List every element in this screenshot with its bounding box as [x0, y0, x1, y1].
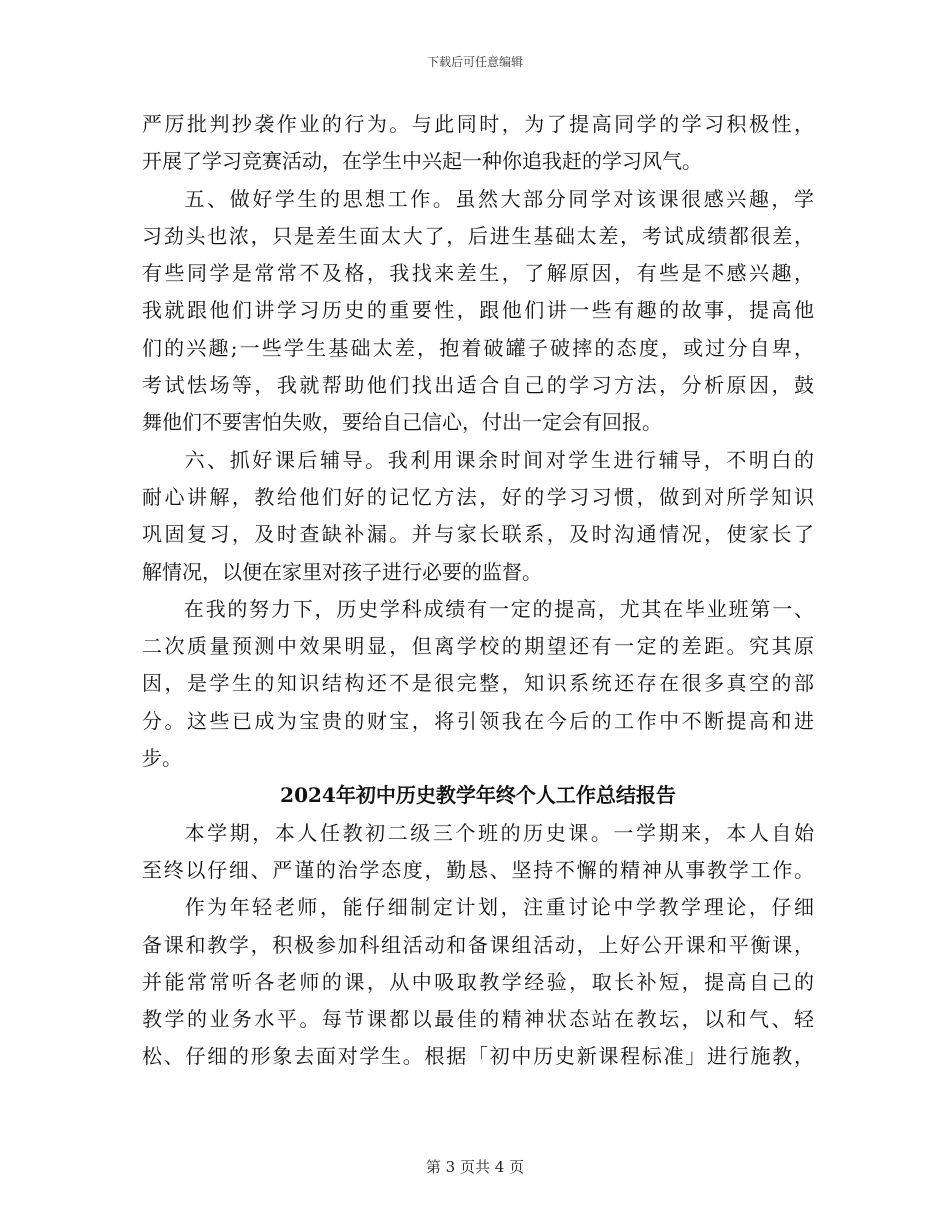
text-line: 舞他们不要害怕失败，要给自己信心，付出一定会有回报。 — [142, 410, 662, 435]
text-line: 考试怯场等，我就帮助他们找出适合自己的学习方法，分析原因，鼓 — [142, 373, 814, 398]
text-line: 二次质量预测中效果明显，但离学校的期望还有一定的差距。究其原 — [142, 634, 814, 659]
text-line: 因，是学生的知识结构还不是很完整，知识系统还存在很多真空的部 — [142, 671, 814, 696]
text-line-content: 作为年轻老师，能仔细制定计划，注重讨论中学教学理论，仔细 — [182, 895, 814, 920]
text-line-content: 五、做好学生的思想工作。虽然大部分同学对该课很感兴趣，学 — [182, 186, 814, 211]
text-line — [142, 442, 814, 479]
text-line: 教学的业务水平。每节课都以最佳的精神状态站在教坛，以和气、轻 — [142, 1007, 814, 1032]
text-line: 我就跟他们讲学习历史的重要性，跟他们讲一些有趣的故事，提高他 — [142, 298, 814, 323]
text-line: 备课和教学，积极参加科组活动和备课组活动，上好公开课和平衡课， — [142, 932, 814, 957]
text-line: 步。 — [142, 746, 182, 771]
text-line: 巩固复习，及时查缺补漏。并与家长联系，及时沟通情况，使家长了 — [142, 522, 814, 547]
text-line — [142, 591, 814, 628]
text-line: 至终以仔细、严谨的治学态度，勤恳、坚持不懈的精神从事教学工作。 — [142, 857, 814, 882]
text-line: 松、仔细的形象去面对学生。根据「初中历史新课程标准」进行施教， — [142, 1044, 814, 1069]
page-number: 第 3 页共 4 页 — [425, 1158, 525, 1176]
text-line: 解情况，以便在家里对孩子进行必要的监督。 — [142, 559, 542, 584]
text-line: 耐心讲解，教给他们好的记忆方法，好的学习习惯，做到对所学知识 — [142, 484, 814, 509]
text-line-content: 本学期，本人任教初二级三个班的历史课。一学期来，本人自始 — [182, 820, 814, 845]
text-line-content: 六、抓好课后辅导。我利用课余时间对学生进行辅导，不明白的 — [182, 447, 814, 472]
section-title: 2024年初中历史教学年终个人工作总结报告 — [280, 783, 676, 808]
text-line: 习劲头也浓，只是差生面太大了，后进生基础太差，考试成绩都很差， — [142, 223, 814, 248]
text-line — [142, 889, 814, 926]
text-line — [142, 815, 814, 852]
text-line: 开展了学习竞赛活动，在学生中兴起一种你追我赶的学习风气。 — [142, 149, 702, 174]
text-line: 并能常常听各老师的课，从中吸取教学经验，取长补短，提高自己的 — [142, 969, 814, 994]
document-body — [142, 106, 814, 1076]
text-line: 们的兴趣;一些学生基础太差，抱着破罐子破摔的态度，或过分自卑， — [142, 335, 814, 360]
text-line: 严厉批判抄袭作业的行为。与此同时，为了提高同学的学习积极性， — [142, 112, 814, 136]
text-line-content: 在我的努力下，历史学科成绩有一定的提高，尤其在毕业班第一、 — [182, 596, 814, 621]
page-header-note: 下载后可任意编辑 — [426, 55, 523, 69]
text-line — [142, 181, 814, 218]
text-line: 分。这些已成为宝贵的财宝，将引领我在今后的工作中不断提高和进 — [142, 708, 814, 733]
text-line: 有些同学是常常不及格，我找来差生，了解原因，有些是不感兴趣， — [142, 261, 814, 286]
